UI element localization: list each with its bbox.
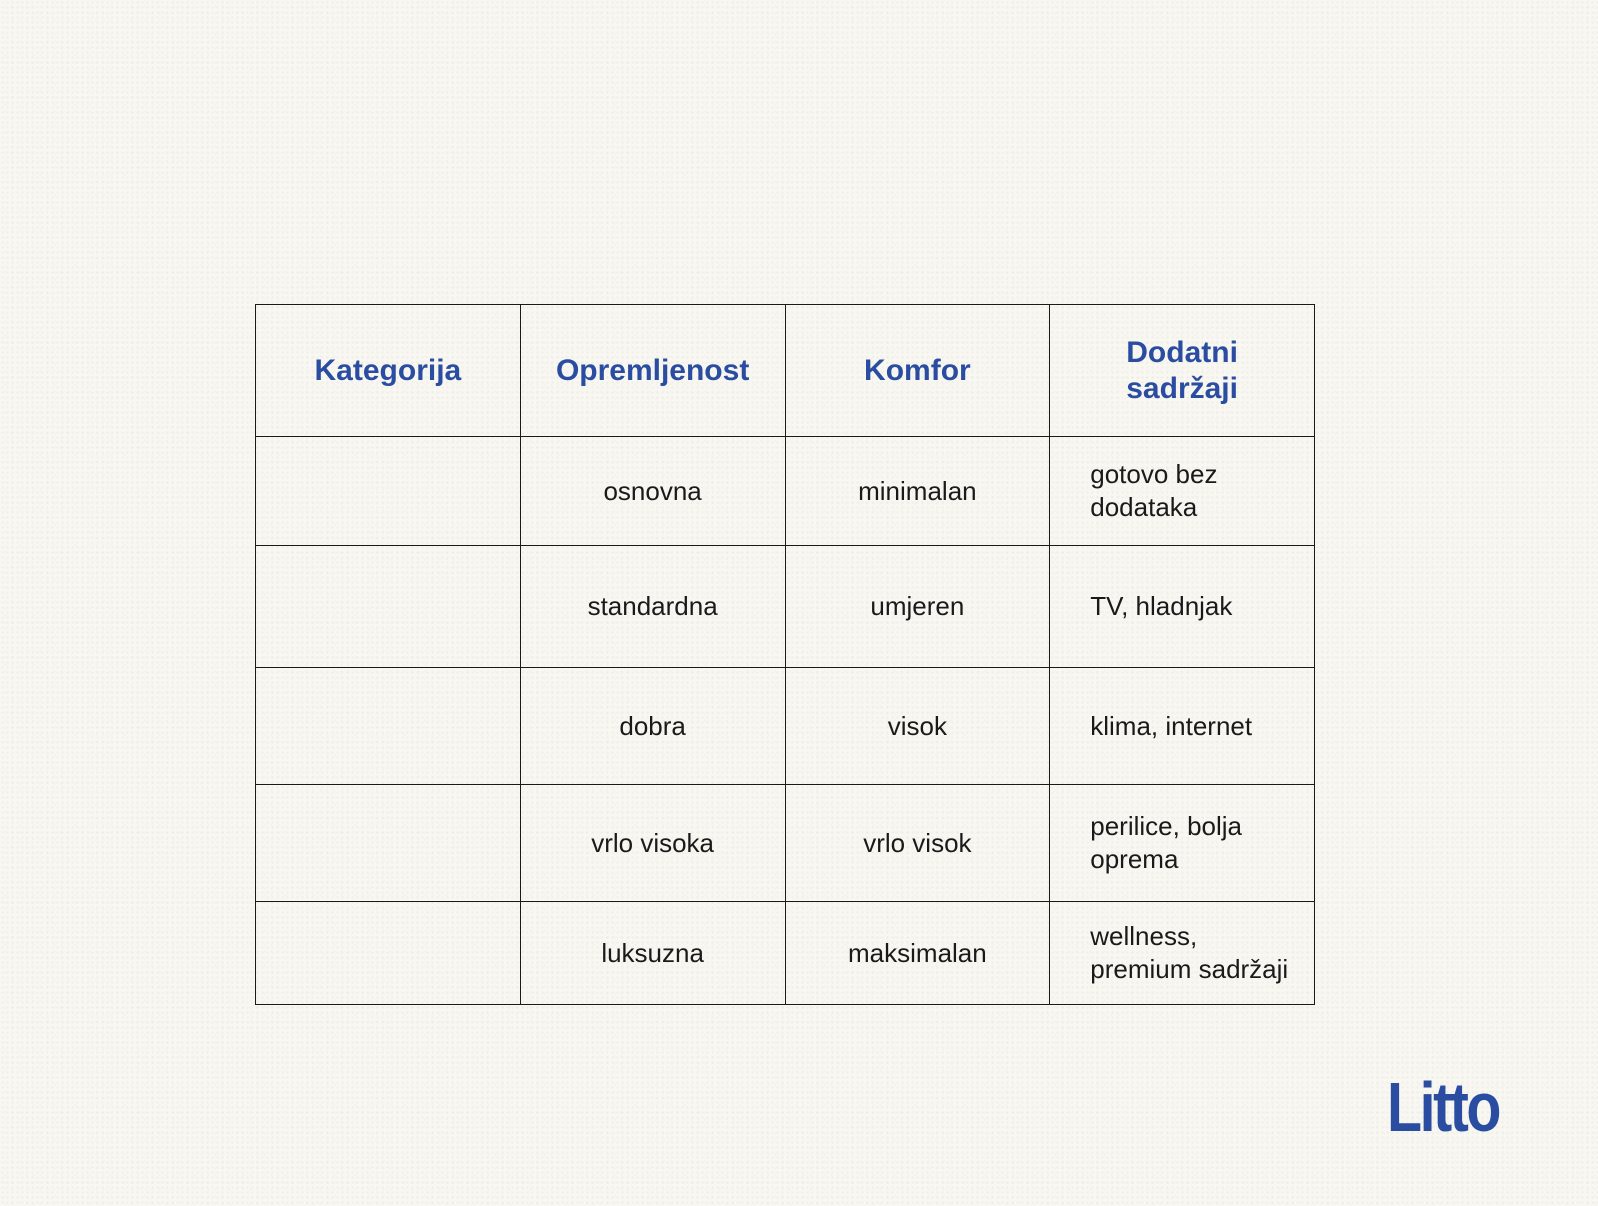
cell-extras: wellness, premium sadržaji — [1050, 902, 1315, 1005]
cell-category — [256, 785, 521, 902]
table-header-row — [256, 305, 1315, 437]
cell-category — [256, 902, 521, 1005]
header-dodatni-line-2: sadržaji — [1126, 371, 1238, 405]
cell-comfort: umjeren — [785, 546, 1050, 668]
header-opremljenost: Opremljenost — [520, 305, 785, 437]
header-dodatni-sadrzaji — [1050, 305, 1315, 437]
table-row — [256, 785, 1315, 902]
accommodation-category-table — [255, 304, 1315, 1005]
header-komfor: Komfor — [785, 305, 1050, 437]
table-row — [256, 668, 1315, 785]
cell-equipment: standardna — [520, 546, 785, 668]
cell-category — [256, 546, 521, 668]
cell-comfort: minimalan — [785, 437, 1050, 546]
cell-extras: TV, hladnjak — [1050, 546, 1315, 668]
cell-comfort: vrlo visok — [785, 785, 1050, 902]
header-kategorija: Kategorija — [256, 305, 521, 437]
table-row — [256, 546, 1315, 668]
cell-extras: klima, internet — [1050, 668, 1315, 785]
cell-category — [256, 668, 521, 785]
cell-equipment: dobra — [520, 668, 785, 785]
cell-equipment: luksuzna — [520, 902, 785, 1005]
cell-extras: perilice, bolja oprema — [1050, 785, 1315, 902]
cell-extras: gotovo bez dodataka — [1050, 437, 1315, 546]
cell-comfort: visok — [785, 668, 1050, 785]
header-dodatni-line-1: Dodatni — [1126, 335, 1238, 369]
litto-logo: Litto — [1387, 1068, 1500, 1146]
cell-equipment: osnovna — [520, 437, 785, 546]
table-row — [256, 902, 1315, 1005]
cell-category — [256, 437, 521, 546]
comparison-table-wrapper — [255, 304, 1315, 1005]
cell-equipment: vrlo visoka — [520, 785, 785, 902]
table-row — [256, 437, 1315, 546]
cell-comfort: maksimalan — [785, 902, 1050, 1005]
